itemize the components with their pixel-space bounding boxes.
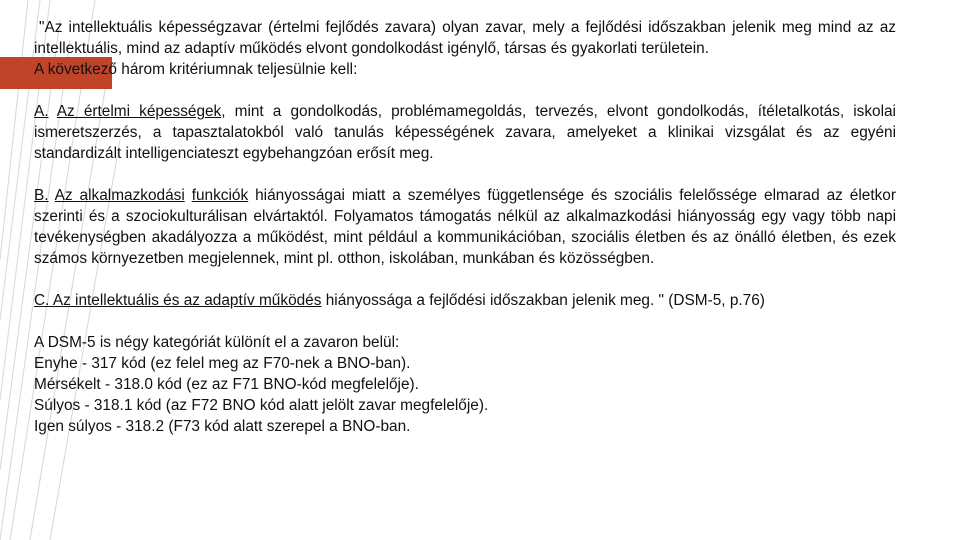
criterion-b-text: hiányosságai miatt a személyes függetlensége és szociális felelőssége elmarad az életkor szerinti és a szociokulturálisan elvártaktól. Folyamatos támogatás nélkül az alkalmazkodási hiányosság egy vagy több napi tevékenységben akadályozza a működést, mint például a kommunikációban, szociális életben és az önálló életben, és ezek számos környezetben megjelennek, mint pl. otthon, iskolában, munkában és közösségben. bbox=[34, 187, 896, 267]
criterion-b-label: B. bbox=[34, 187, 49, 204]
criterion-b-underlined-2: funkciók bbox=[191, 187, 249, 204]
criteria-lead: A következő három kritériumnak teljesülnie kell: bbox=[34, 61, 358, 78]
criterion-a-text: , mint a gondolkodás, problémamegoldás, tervezés, elvont gondolkodás, ítéletalkotás, iskolai ismeretszerzés, a tapasztalatokból való tanulás képességének zavara, amelyeket a klinikai vizsgálat és az egyéni standardizált intelligenciateszt egybehangzóan erősít meg. bbox=[34, 103, 896, 162]
criterion-c-underlined: C. Az intellektuális és az adaptív működés bbox=[34, 292, 322, 309]
category-item: Súlyos - 318.1 kód (az F72 BNO kód alatt jelölt zavar megfelelője). bbox=[34, 397, 489, 414]
criterion-a-underlined: Az értelmi képességek bbox=[56, 103, 222, 120]
slide-content bbox=[34, 17, 896, 437]
criterion-a bbox=[34, 101, 896, 164]
category-item: Enyhe - 317 kód (ez felel meg az F70-nek a BNO-ban). bbox=[34, 355, 411, 372]
criterion-c-text: hiányossága a fejlődési időszakban jelenik meg. " (DSM-5, p.76) bbox=[321, 292, 765, 309]
criterion-b-underlined-1: Az alkalmazkodási bbox=[54, 187, 185, 204]
criterion-c bbox=[34, 290, 896, 311]
quote-intro: "Az intellektuális képességzavar (értelmi fejlődés zavara) olyan zavar, mely a fejlődési időszakban jelenik meg mind az az intellektuális, mind az adaptív működés elvont gondolkodást igénylő, társas és gyakorlati területein. bbox=[34, 19, 896, 57]
categories-lead: A DSM-5 is négy kategóriát különít el a zavaron belül: bbox=[34, 334, 400, 351]
criterion-b bbox=[34, 185, 896, 269]
category-item: Mérsékelt - 318.0 kód (ez az F71 BNO-kód megfelelője). bbox=[34, 376, 419, 393]
criterion-a-label: A. bbox=[34, 103, 49, 120]
category-item: Igen súlyos - 318.2 (F73 kód alatt szerepel a BNO-ban. bbox=[34, 418, 411, 435]
